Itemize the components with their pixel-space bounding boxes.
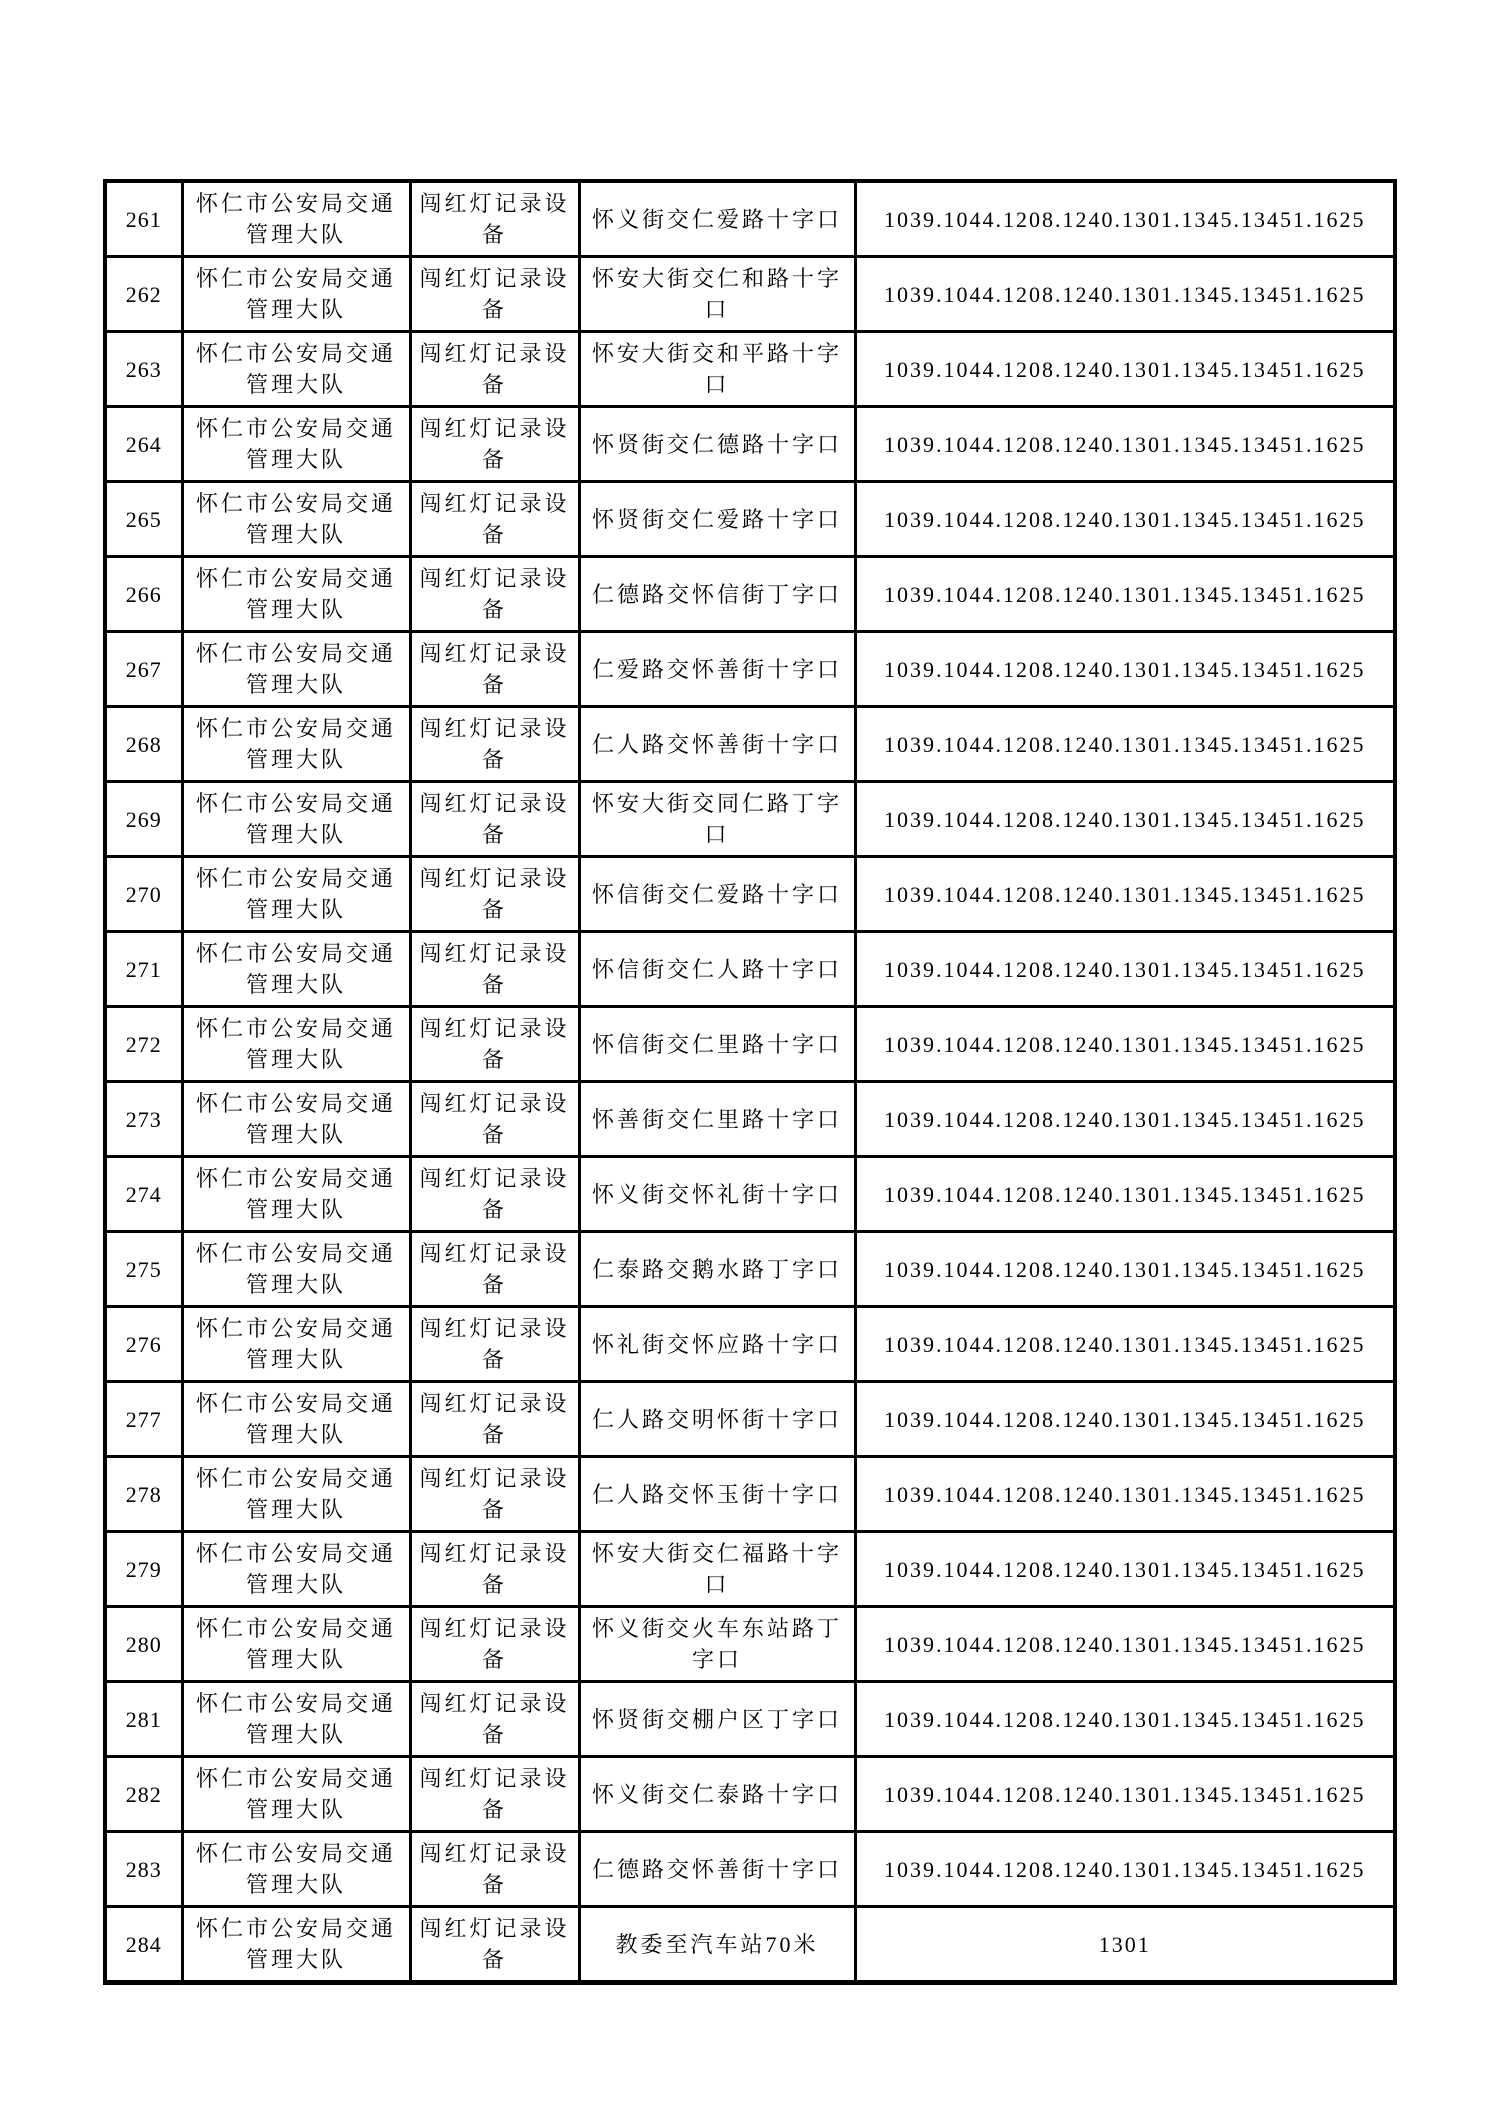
device-type: 闯红灯记录设备 (419, 1016, 570, 1072)
unit-name: 怀仁市公安局交通管理大队 (195, 866, 396, 922)
cell-sequence-number (105, 557, 182, 632)
unit-name: 怀仁市公安局交通管理大队 (195, 941, 396, 997)
cell-location (579, 1007, 855, 1082)
cell-unit-name (182, 1157, 410, 1232)
table-row (105, 407, 1395, 482)
cell-codes (855, 1907, 1395, 1983)
location-name: 怀礼街交怀应路十字口 (591, 1331, 842, 1357)
cell-codes (855, 1682, 1395, 1757)
unit-name: 怀仁市公安局交通管理大队 (195, 1916, 396, 1972)
cell-location (579, 932, 855, 1007)
cell-unit-name (182, 1532, 410, 1607)
cell-device-type (410, 1457, 579, 1532)
unit-name: 怀仁市公安局交通管理大队 (195, 341, 396, 397)
cell-codes (855, 257, 1395, 332)
location-name: 怀信街交仁人路十字口 (591, 956, 842, 982)
cell-unit-name (182, 1832, 410, 1907)
device-type: 闯红灯记录设备 (419, 1541, 570, 1597)
cell-unit-name (182, 1382, 410, 1457)
sequence-number: 263 (125, 356, 162, 382)
cell-sequence-number (105, 857, 182, 932)
cell-device-type (410, 1082, 579, 1157)
code-list: 1039.1044.1208.1240.1301.1345.13451.1625 (884, 356, 1366, 382)
device-type: 闯红灯记录设备 (419, 1391, 570, 1447)
cell-unit-name (182, 632, 410, 707)
table-row (105, 1607, 1395, 1682)
cell-sequence-number (105, 782, 182, 857)
table-row (105, 1532, 1395, 1607)
location-name: 怀义街交仁泰路十字口 (591, 1781, 842, 1807)
cell-location (579, 1457, 855, 1532)
code-list: 1039.1044.1208.1240.1301.1345.13451.1625 (884, 1031, 1366, 1057)
device-type: 闯红灯记录设备 (419, 1091, 570, 1147)
cell-sequence-number (105, 181, 182, 257)
table-row (105, 782, 1395, 857)
cell-unit-name (182, 1457, 410, 1532)
location-name: 怀贤街交仁爱路十字口 (591, 506, 842, 532)
table-row (105, 1157, 1395, 1232)
cell-sequence-number (105, 257, 182, 332)
code-list: 1039.1044.1208.1240.1301.1345.13451.1625 (884, 1631, 1366, 1657)
sequence-number: 278 (125, 1481, 162, 1507)
device-type: 闯红灯记录设备 (419, 1166, 570, 1222)
cell-device-type (410, 181, 579, 257)
cell-location (579, 407, 855, 482)
cell-device-type (410, 1382, 579, 1457)
code-list: 1039.1044.1208.1240.1301.1345.13451.1625 (884, 1256, 1366, 1282)
unit-name: 怀仁市公安局交通管理大队 (195, 1241, 396, 1297)
cell-codes (855, 857, 1395, 932)
code-list: 1039.1044.1208.1240.1301.1345.13451.1625 (884, 656, 1366, 682)
code-list: 1039.1044.1208.1240.1301.1345.13451.1625 (884, 281, 1366, 307)
code-list: 1039.1044.1208.1240.1301.1345.13451.1625 (884, 1556, 1366, 1582)
location-name: 仁爱路交怀善街十字口 (591, 656, 842, 682)
cell-sequence-number (105, 1007, 182, 1082)
sequence-number: 264 (125, 431, 162, 457)
code-list: 1039.1044.1208.1240.1301.1345.13451.1625 (884, 206, 1366, 232)
sequence-number: 267 (125, 656, 162, 682)
cell-unit-name (182, 707, 410, 782)
cell-codes (855, 1832, 1395, 1907)
cell-unit-name (182, 932, 410, 1007)
location-name: 怀安大街交同仁路丁字口 (591, 791, 842, 847)
cell-unit-name (182, 257, 410, 332)
cell-unit-name (182, 1232, 410, 1307)
code-list: 1039.1044.1208.1240.1301.1345.13451.1625 (884, 731, 1366, 757)
code-list: 1039.1044.1208.1240.1301.1345.13451.1625 (884, 881, 1366, 907)
cell-location (579, 707, 855, 782)
cell-codes (855, 1757, 1395, 1832)
location-name: 怀善街交仁里路十字口 (591, 1106, 842, 1132)
device-type: 闯红灯记录设备 (419, 341, 570, 397)
unit-name: 怀仁市公安局交通管理大队 (195, 1316, 396, 1372)
location-name: 怀安大街交仁和路十字口 (591, 266, 842, 322)
code-list: 1039.1044.1208.1240.1301.1345.13451.1625 (884, 1706, 1366, 1732)
cell-codes (855, 932, 1395, 1007)
cell-sequence-number (105, 632, 182, 707)
cell-location (579, 1232, 855, 1307)
table-row (105, 1682, 1395, 1757)
unit-name: 怀仁市公安局交通管理大队 (195, 1616, 396, 1672)
cell-location (579, 1607, 855, 1682)
cell-location (579, 1757, 855, 1832)
sequence-number: 282 (125, 1781, 162, 1807)
device-type: 闯红灯记录设备 (419, 1241, 570, 1297)
code-list: 1039.1044.1208.1240.1301.1345.13451.1625 (884, 1106, 1366, 1132)
table-row (105, 1832, 1395, 1907)
cell-sequence-number (105, 332, 182, 407)
table-row (105, 257, 1395, 332)
cell-sequence-number (105, 407, 182, 482)
table-row (105, 482, 1395, 557)
sequence-number: 271 (125, 956, 162, 982)
table-row (105, 1382, 1395, 1457)
cell-device-type (410, 1232, 579, 1307)
cell-device-type (410, 1307, 579, 1382)
device-type: 闯红灯记录设备 (419, 416, 570, 472)
location-name: 怀义街交怀礼街十字口 (591, 1181, 842, 1207)
code-list: 1039.1044.1208.1240.1301.1345.13451.1625 (884, 956, 1366, 982)
code-list: 1039.1044.1208.1240.1301.1345.13451.1625 (884, 1181, 1366, 1207)
device-type: 闯红灯记录设备 (419, 716, 570, 772)
device-type: 闯红灯记录设备 (419, 266, 570, 322)
cell-codes (855, 1382, 1395, 1457)
table-row (105, 857, 1395, 932)
location-name: 怀安大街交和平路十字口 (591, 341, 842, 397)
cell-location (579, 1832, 855, 1907)
unit-name: 怀仁市公安局交通管理大队 (195, 1391, 396, 1447)
unit-name: 怀仁市公安局交通管理大队 (195, 641, 396, 697)
location-name: 仁人路交怀善街十字口 (591, 731, 842, 757)
device-type: 闯红灯记录设备 (419, 941, 570, 997)
cell-unit-name (182, 1307, 410, 1382)
table-row (105, 181, 1395, 257)
cell-codes (855, 782, 1395, 857)
cell-device-type (410, 257, 579, 332)
cell-codes (855, 1007, 1395, 1082)
cell-location (579, 1907, 855, 1983)
unit-name: 怀仁市公安局交通管理大队 (195, 1766, 396, 1822)
cell-device-type (410, 1832, 579, 1907)
cell-sequence-number (105, 1607, 182, 1682)
device-type: 闯红灯记录设备 (419, 641, 570, 697)
location-name: 怀义街交火车东站路丁字口 (591, 1616, 842, 1672)
sequence-number: 265 (125, 506, 162, 532)
location-name: 怀贤街交仁德路十字口 (591, 431, 842, 457)
location-name: 教委至汽车站70米 (615, 1931, 819, 1957)
cell-unit-name (182, 332, 410, 407)
cell-device-type (410, 857, 579, 932)
cell-sequence-number (105, 932, 182, 1007)
cell-sequence-number (105, 482, 182, 557)
device-table (103, 179, 1397, 1985)
location-name: 仁德路交怀信街丁字口 (591, 581, 842, 607)
location-name: 仁人路交明怀街十字口 (591, 1406, 842, 1432)
cell-sequence-number (105, 1082, 182, 1157)
cell-location (579, 1157, 855, 1232)
sequence-number: 273 (125, 1106, 162, 1132)
cell-device-type (410, 482, 579, 557)
cell-codes (855, 1457, 1395, 1532)
cell-device-type (410, 707, 579, 782)
cell-unit-name (182, 1682, 410, 1757)
cell-location (579, 857, 855, 932)
cell-location (579, 1682, 855, 1757)
unit-name: 怀仁市公安局交通管理大队 (195, 1466, 396, 1522)
cell-device-type (410, 1907, 579, 1983)
cell-unit-name (182, 1082, 410, 1157)
cell-location (579, 1082, 855, 1157)
table-row (105, 1082, 1395, 1157)
sequence-number: 284 (125, 1931, 162, 1957)
location-name: 仁泰路交鹅水路丁字口 (591, 1256, 842, 1282)
table-row (105, 632, 1395, 707)
cell-unit-name (182, 407, 410, 482)
cell-sequence-number (105, 707, 182, 782)
cell-codes (855, 181, 1395, 257)
sequence-number: 272 (125, 1031, 162, 1057)
cell-location (579, 181, 855, 257)
unit-name: 怀仁市公安局交通管理大队 (195, 1691, 396, 1747)
unit-name: 怀仁市公安局交通管理大队 (195, 1841, 396, 1897)
cell-device-type (410, 632, 579, 707)
cell-location (579, 632, 855, 707)
device-type: 闯红灯记录设备 (419, 1916, 570, 1972)
table-row (105, 1307, 1395, 1382)
cell-location (579, 557, 855, 632)
device-type: 闯红灯记录设备 (419, 191, 570, 247)
cell-unit-name (182, 857, 410, 932)
unit-name: 怀仁市公安局交通管理大队 (195, 716, 396, 772)
cell-codes (855, 632, 1395, 707)
unit-name: 怀仁市公安局交通管理大队 (195, 416, 396, 472)
unit-name: 怀仁市公安局交通管理大队 (195, 1166, 396, 1222)
cell-device-type (410, 332, 579, 407)
cell-device-type (410, 932, 579, 1007)
cell-codes (855, 332, 1395, 407)
cell-sequence-number (105, 1232, 182, 1307)
location-name: 仁德路交怀善街十字口 (591, 1856, 842, 1882)
sequence-number: 275 (125, 1256, 162, 1282)
cell-codes (855, 557, 1395, 632)
cell-sequence-number (105, 1457, 182, 1532)
unit-name: 怀仁市公安局交通管理大队 (195, 491, 396, 547)
sequence-number: 262 (125, 281, 162, 307)
table-row (105, 1232, 1395, 1307)
cell-codes (855, 1232, 1395, 1307)
unit-name: 怀仁市公安局交通管理大队 (195, 791, 396, 847)
sequence-number: 269 (125, 806, 162, 832)
table-row (105, 1907, 1395, 1983)
cell-location (579, 1382, 855, 1457)
cell-device-type (410, 1757, 579, 1832)
location-name: 怀安大街交仁福路十字口 (591, 1541, 842, 1597)
table-row (105, 932, 1395, 1007)
device-type: 闯红灯记录设备 (419, 1841, 570, 1897)
code-list: 1039.1044.1208.1240.1301.1345.13451.1625 (884, 1331, 1366, 1357)
cell-unit-name (182, 482, 410, 557)
table-row (105, 1457, 1395, 1532)
sequence-number: 277 (125, 1406, 162, 1432)
unit-name: 怀仁市公安局交通管理大队 (195, 1091, 396, 1147)
cell-unit-name (182, 1757, 410, 1832)
cell-codes (855, 707, 1395, 782)
sequence-number: 268 (125, 731, 162, 757)
sequence-number: 261 (125, 206, 162, 232)
code-list: 1301 (1098, 1931, 1151, 1957)
cell-codes (855, 1307, 1395, 1382)
cell-unit-name (182, 181, 410, 257)
table-row (105, 1007, 1395, 1082)
code-list: 1039.1044.1208.1240.1301.1345.13451.1625 (884, 806, 1366, 832)
cell-codes (855, 482, 1395, 557)
sequence-number: 274 (125, 1181, 162, 1207)
cell-device-type (410, 1607, 579, 1682)
cell-codes (855, 1157, 1395, 1232)
table-row (105, 332, 1395, 407)
cell-device-type (410, 782, 579, 857)
cell-sequence-number (105, 1307, 182, 1382)
device-type: 闯红灯记录设备 (419, 866, 570, 922)
location-name: 仁人路交怀玉街十字口 (591, 1481, 842, 1507)
cell-device-type (410, 407, 579, 482)
cell-codes (855, 1082, 1395, 1157)
cell-unit-name (182, 557, 410, 632)
sequence-number: 266 (125, 581, 162, 607)
sequence-number: 280 (125, 1631, 162, 1657)
code-list: 1039.1044.1208.1240.1301.1345.13451.1625 (884, 506, 1366, 532)
cell-device-type (410, 557, 579, 632)
cell-codes (855, 1607, 1395, 1682)
cell-device-type (410, 1007, 579, 1082)
cell-location (579, 1307, 855, 1382)
code-list: 1039.1044.1208.1240.1301.1345.13451.1625 (884, 1781, 1366, 1807)
cell-sequence-number (105, 1682, 182, 1757)
cell-location (579, 1532, 855, 1607)
table-row (105, 1757, 1395, 1832)
location-name: 怀信街交仁爱路十字口 (591, 881, 842, 907)
cell-sequence-number (105, 1757, 182, 1832)
cell-unit-name (182, 1907, 410, 1983)
device-type: 闯红灯记录设备 (419, 791, 570, 847)
location-name: 怀贤街交棚户区丁字口 (591, 1706, 842, 1732)
device-type: 闯红灯记录设备 (419, 491, 570, 547)
cell-sequence-number (105, 1907, 182, 1983)
code-list: 1039.1044.1208.1240.1301.1345.13451.1625 (884, 1481, 1366, 1507)
sequence-number: 276 (125, 1331, 162, 1357)
cell-device-type (410, 1682, 579, 1757)
unit-name: 怀仁市公安局交通管理大队 (195, 266, 396, 322)
code-list: 1039.1044.1208.1240.1301.1345.13451.1625 (884, 581, 1366, 607)
unit-name: 怀仁市公安局交通管理大队 (195, 1541, 396, 1597)
sequence-number: 281 (125, 1706, 162, 1732)
unit-name: 怀仁市公安局交通管理大队 (195, 191, 396, 247)
table-row (105, 707, 1395, 782)
device-type: 闯红灯记录设备 (419, 566, 570, 622)
cell-unit-name (182, 782, 410, 857)
sequence-number: 283 (125, 1856, 162, 1882)
cell-device-type (410, 1157, 579, 1232)
cell-location (579, 782, 855, 857)
code-list: 1039.1044.1208.1240.1301.1345.13451.1625 (884, 1406, 1366, 1432)
cell-codes (855, 1532, 1395, 1607)
cell-sequence-number (105, 1157, 182, 1232)
code-list: 1039.1044.1208.1240.1301.1345.13451.1625 (884, 1856, 1366, 1882)
device-type: 闯红灯记录设备 (419, 1766, 570, 1822)
cell-location (579, 482, 855, 557)
device-type: 闯红灯记录设备 (419, 1691, 570, 1747)
cell-sequence-number (105, 1832, 182, 1907)
unit-name: 怀仁市公安局交通管理大队 (195, 566, 396, 622)
cell-codes (855, 407, 1395, 482)
cell-location (579, 257, 855, 332)
cell-sequence-number (105, 1382, 182, 1457)
cell-unit-name (182, 1007, 410, 1082)
sequence-number: 279 (125, 1556, 162, 1582)
device-type: 闯红灯记录设备 (419, 1616, 570, 1672)
unit-name: 怀仁市公安局交通管理大队 (195, 1016, 396, 1072)
cell-location (579, 332, 855, 407)
device-type: 闯红灯记录设备 (419, 1316, 570, 1372)
table-row (105, 557, 1395, 632)
sequence-number: 270 (125, 881, 162, 907)
device-type: 闯红灯记录设备 (419, 1466, 570, 1522)
device-table-body (105, 181, 1395, 1983)
cell-sequence-number (105, 1532, 182, 1607)
cell-device-type (410, 1532, 579, 1607)
location-name: 怀信街交仁里路十字口 (591, 1031, 842, 1057)
location-name: 怀义街交仁爱路十字口 (591, 206, 842, 232)
cell-unit-name (182, 1607, 410, 1682)
code-list: 1039.1044.1208.1240.1301.1345.13451.1625 (884, 431, 1366, 457)
